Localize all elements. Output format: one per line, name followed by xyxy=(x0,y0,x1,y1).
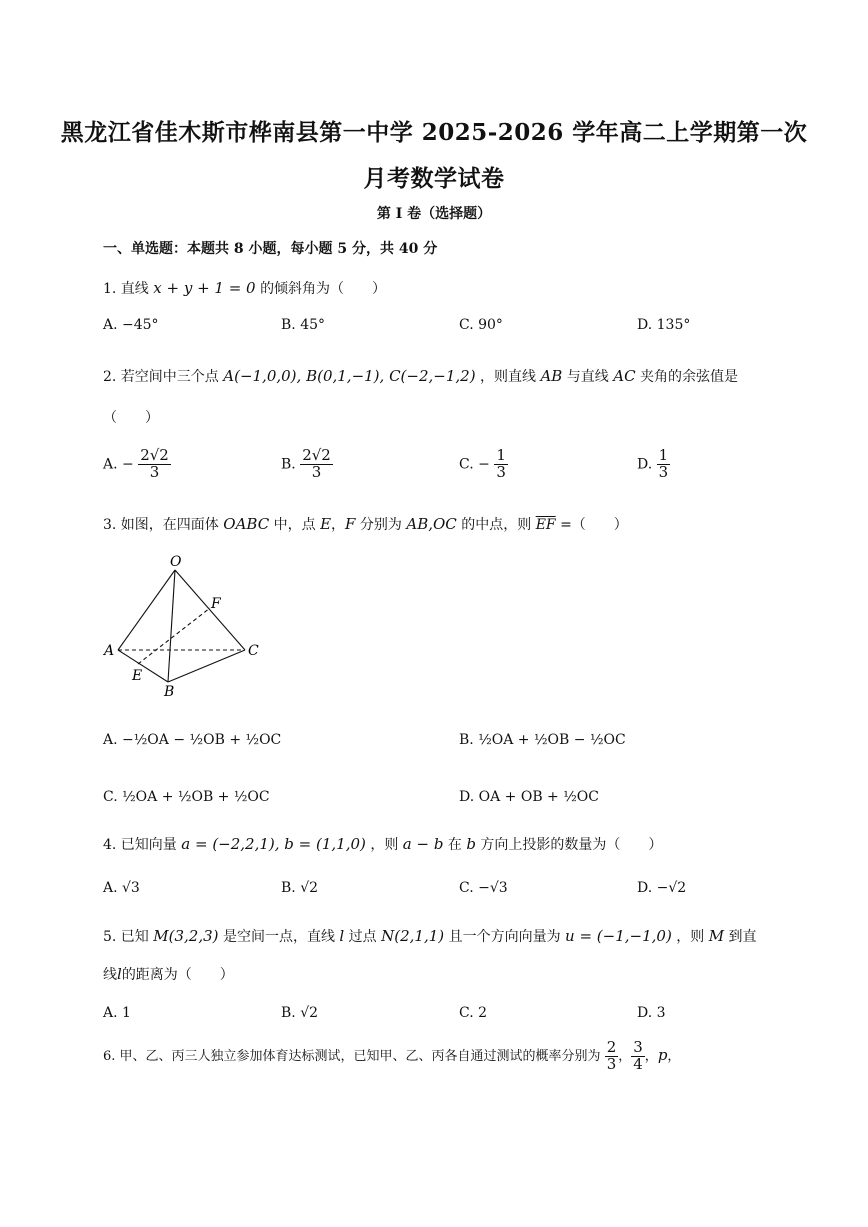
q5-point-n: N(2,1,1) xyxy=(381,927,445,945)
q1-prefix: 1. 直线 xyxy=(103,281,149,297)
q5-text: 且一个方向向量为 xyxy=(448,929,561,945)
q6-probability-p: p xyxy=(657,1045,668,1064)
fraction-denominator: 3 xyxy=(658,462,669,481)
q3-option-b: B. ½OA + ½OB − ½OC xyxy=(459,732,626,748)
q3-text: 的中点，则 xyxy=(461,517,532,533)
q5-option-d: D. 3 xyxy=(637,1005,666,1021)
figure-label-o: O xyxy=(170,554,182,570)
fraction-numerator: 3 xyxy=(633,1038,643,1056)
fraction-numerator: 1 xyxy=(658,446,669,464)
q3-text: ， xyxy=(331,517,346,533)
q3-tetrahedron: OABC xyxy=(223,515,270,533)
q6-fraction-2 xyxy=(631,1040,645,1073)
q5-option-a: A. 1 xyxy=(103,1005,131,1021)
q3-suffix: =（ ） xyxy=(560,517,628,533)
q5-direction-vector: u = (−1,−1,0) xyxy=(565,927,672,945)
q2-text: 与直线 xyxy=(566,369,609,385)
segment-ef-hidden xyxy=(138,608,210,664)
q3-option-c: C. ½OA + ½OB + ½OC xyxy=(103,789,270,805)
q2-line-ab: AB xyxy=(540,367,563,385)
q5-text: ，则 xyxy=(676,929,705,945)
q3-text: 分别为 xyxy=(359,517,402,533)
fraction-numerator: 2 xyxy=(606,1038,617,1056)
q4-text: 在 xyxy=(447,837,462,853)
option-fraction xyxy=(300,448,333,481)
tetrahedron-figure xyxy=(100,550,270,700)
option-label: C. xyxy=(459,456,474,473)
q4-vector-b: b xyxy=(466,835,476,853)
option-sign: − xyxy=(122,456,134,473)
q1-option-b: B. 45° xyxy=(281,317,326,333)
edge-ab xyxy=(118,650,168,682)
q5-prefix: 5. 已知 xyxy=(103,929,149,945)
q4-option-a: A. √3 xyxy=(103,880,140,896)
q6-text: ， xyxy=(644,1048,658,1064)
q4-vector-difference: a − b xyxy=(402,835,444,853)
question-2 xyxy=(103,366,738,386)
question-3 xyxy=(103,514,628,534)
q4-prefix: 4. 已知向量 xyxy=(103,837,177,853)
figure-label-a: A xyxy=(104,643,115,659)
fraction-denominator: 3 xyxy=(496,462,506,481)
q2-option-d xyxy=(637,448,670,481)
q5-option-c: C. 2 xyxy=(459,1005,488,1021)
fraction-numerator: 1 xyxy=(496,446,506,464)
q5-text: 线 xyxy=(103,967,117,983)
q5-text: 过点 xyxy=(348,929,377,945)
option-label: B. xyxy=(281,456,296,473)
option-label: A. xyxy=(103,456,118,473)
q5-line-l-ref: l xyxy=(117,965,122,983)
edge-bc xyxy=(168,650,245,682)
q2-option-c xyxy=(459,448,508,481)
question-1 xyxy=(103,278,386,298)
q2-suffix: 夹角的余弦值是 xyxy=(640,369,738,385)
option-fraction xyxy=(657,448,671,481)
q3-prefix: 3. 如图，在四面体 xyxy=(103,517,219,533)
fraction-denominator: 3 xyxy=(606,1054,617,1073)
q2-prefix: 2. 若空间中三个点 xyxy=(103,369,219,385)
exam-title-line2: 月考数学试卷 xyxy=(363,165,505,192)
q4-option-b: B. √2 xyxy=(281,880,319,896)
q3-point-f: F xyxy=(345,515,356,533)
q6-text: ， xyxy=(667,1048,681,1064)
q5-text: 是空间一点，直线 xyxy=(222,929,335,945)
q1-option-a: A. −45° xyxy=(103,317,159,333)
q4-vectors: a = (−2,2,1), b = (1,1,0) xyxy=(181,835,366,853)
fraction-denominator: 4 xyxy=(633,1054,643,1073)
q3-point-e: E xyxy=(320,515,332,533)
q2-points: A(−1,0,0), B(0,1,−1), C(−2,−1,2) xyxy=(223,367,476,385)
q4-suffix: 方向上投影的数量为（ ） xyxy=(480,837,663,853)
q5-line-l: l xyxy=(339,927,345,945)
q2-option-a xyxy=(103,448,171,481)
figure-label-f: F xyxy=(211,596,221,612)
figure-label-e: E xyxy=(132,668,143,684)
q3-text: 中，点 xyxy=(273,517,316,533)
option-label: D. xyxy=(637,456,653,473)
figure-label-c: C xyxy=(248,643,259,659)
q1-suffix: 的倾斜角为（ ） xyxy=(260,281,387,297)
option-fraction xyxy=(138,448,171,481)
question-4 xyxy=(103,834,662,854)
q1-option-c: C. 90° xyxy=(459,317,503,333)
q5-text: 到直 xyxy=(728,929,757,945)
fraction-denominator: 3 xyxy=(149,462,160,481)
q3-segments: AB,OC xyxy=(406,515,457,533)
edge-oc xyxy=(175,570,245,650)
question-6 xyxy=(103,1040,680,1073)
q2-line-ac: AC xyxy=(613,367,636,385)
option-fraction xyxy=(494,448,508,481)
question-5-line2 xyxy=(103,964,234,984)
q5-suffix: 的距离为（ ） xyxy=(121,967,234,983)
exam-title-line1: 黑龙江省佳木斯市桦南县第一中学 2025-2026 学年高二上学期第一次 xyxy=(60,119,808,146)
q4-option-c: C. −√3 xyxy=(459,880,508,896)
fraction-denominator: 3 xyxy=(311,462,322,481)
q1-option-d: D. 135° xyxy=(637,317,691,333)
fraction-numerator: 2√2 xyxy=(140,446,169,464)
q2-answer-paren: （ ） xyxy=(103,410,159,426)
q3-option-a: A. −½OA − ½OB + ½OC xyxy=(103,732,282,748)
q5-point-m-ref: M xyxy=(708,927,725,945)
q5-point-m: M(3,2,3) xyxy=(153,927,219,945)
figure-label-b: B xyxy=(164,684,175,700)
q6-text: ， xyxy=(618,1048,632,1064)
q5-option-b: B. √2 xyxy=(281,1005,319,1021)
edge-oa xyxy=(118,570,175,650)
q2-text: ，则直线 xyxy=(480,369,537,385)
volume-heading: 第 I 卷（选择题） xyxy=(376,206,492,222)
question-5 xyxy=(103,926,757,946)
q3-vector-ef: $\overline{EF}$ xyxy=(535,517,556,533)
q3-option-d: D. OA + OB + ½OC xyxy=(459,789,599,805)
fraction-numerator: 2√2 xyxy=(302,446,331,464)
q4-option-d: D. −√2 xyxy=(637,880,687,896)
q1-expression: x + y + 1 = 0 xyxy=(153,279,256,297)
q6-prefix: 6. 甲、乙、丙三人独立参加体育达标测试，已知甲、乙、丙各自通过测试的概率分别为 xyxy=(103,1048,601,1064)
option-sign: − xyxy=(478,456,490,473)
q4-text: ，则 xyxy=(370,837,399,853)
section-heading: 一、单选题：本题共 8 小题，每小题 5 分，共 40 分 xyxy=(103,241,438,257)
edge-ob xyxy=(168,570,175,682)
q6-fraction-1 xyxy=(605,1040,619,1073)
q2-option-b xyxy=(281,448,333,481)
